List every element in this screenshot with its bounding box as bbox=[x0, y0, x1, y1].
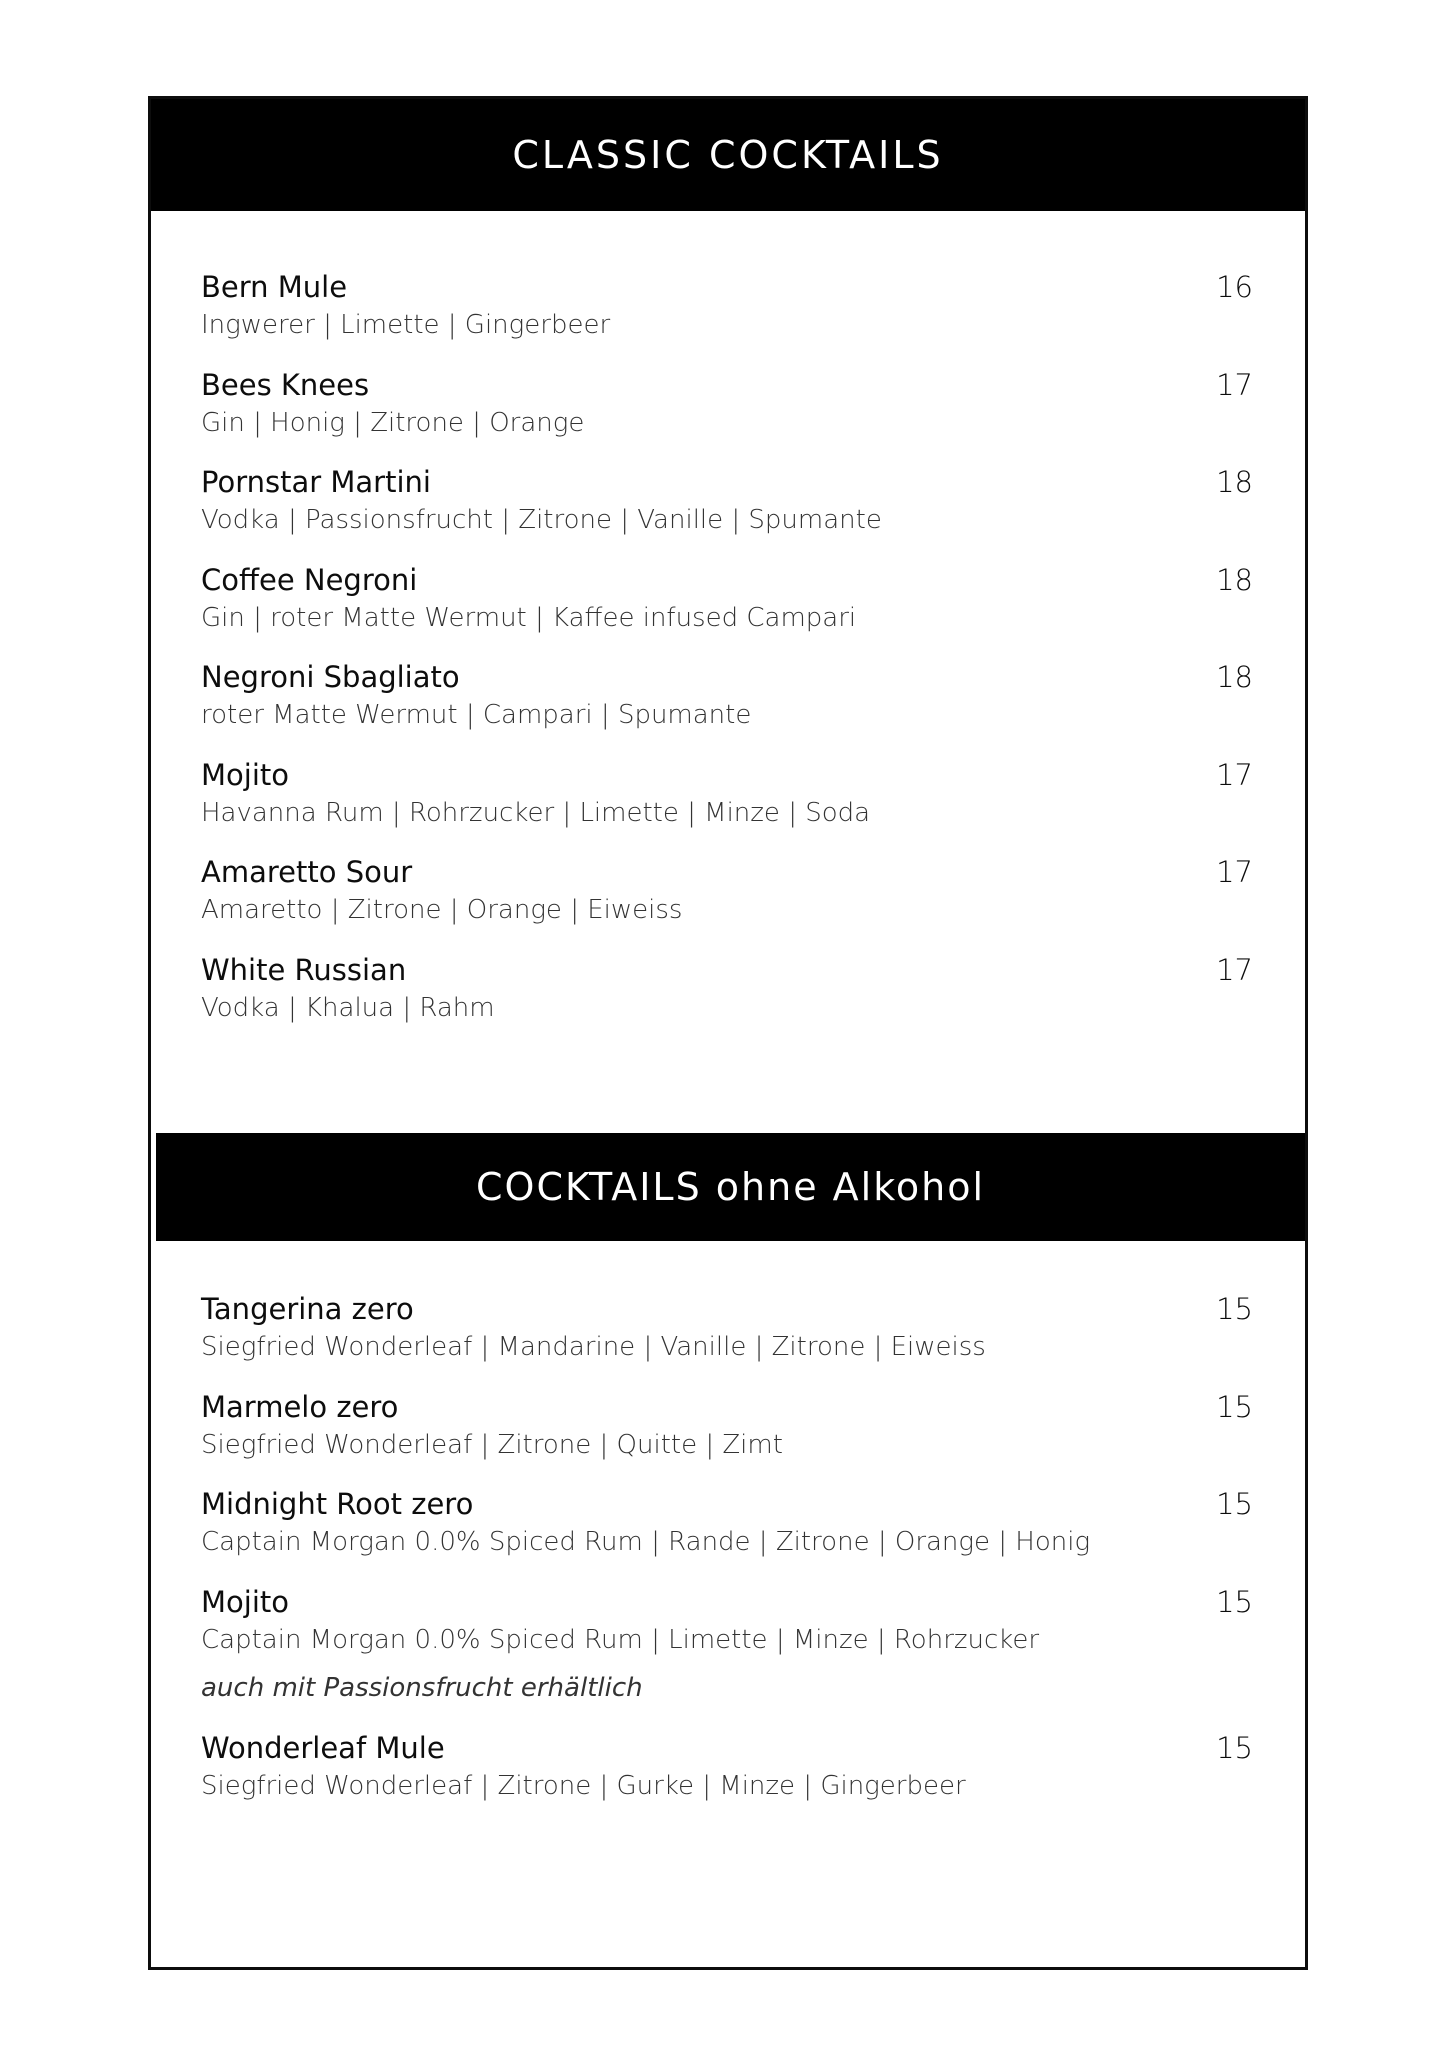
item-ingredients: Havanna Rum | Rohrzucker | Limette | Minze | Soda bbox=[201, 797, 871, 828]
item-name: Mojito bbox=[201, 1584, 289, 1619]
item-name: Bern Mule bbox=[201, 270, 348, 304]
section-title: COCKTAILS ohne Alkohol bbox=[476, 1165, 985, 1209]
menu-item-bern-mule bbox=[201, 267, 1253, 365]
item-name: White Russian bbox=[201, 952, 407, 987]
classic-cocktails-list bbox=[201, 267, 1253, 1047]
menu-item-midnight-root-zero bbox=[201, 1484, 1253, 1582]
item-name: Amaretto Sour bbox=[201, 855, 413, 889]
item-ingredients: Siegfried Wonderleaf | Mandarine | Vanille | Zitrone | Eiweiss bbox=[201, 1332, 986, 1362]
item-ingredients: Ingwerer | Limette | Gingerbeer bbox=[201, 310, 611, 340]
menu-item-white-russian bbox=[201, 950, 1253, 1048]
item-price: 15 bbox=[1216, 1292, 1253, 1326]
item-name: Negroni Sbagliato bbox=[201, 660, 460, 694]
item-price: 18 bbox=[1216, 660, 1253, 694]
item-price: 15 bbox=[1216, 1730, 1253, 1765]
item-price: 18 bbox=[1216, 465, 1253, 499]
item-name: Bees Knees bbox=[201, 367, 370, 402]
item-ingredients: Vodka | Passionsfrucht | Zitrone | Vanille | Spumante bbox=[201, 505, 882, 535]
menu-item-bees-knees bbox=[201, 365, 1253, 463]
item-price: 15 bbox=[1216, 1584, 1253, 1619]
section-title: CLASSIC COCKTAILS bbox=[512, 133, 944, 177]
item-price: 17 bbox=[1216, 367, 1253, 402]
item-name: Coffee Negroni bbox=[201, 562, 418, 597]
item-name: Marmelo zero bbox=[201, 1389, 399, 1424]
item-ingredients: Captain Morgan 0.0% Spiced Rum | Limette | Minze | Rohrzucker bbox=[201, 1624, 1040, 1655]
menu-item-marmelo-zero bbox=[201, 1387, 1253, 1485]
item-name: Pornstar Martini bbox=[201, 465, 431, 499]
item-ingredients: Siegfried Wonderleaf | Zitrone | Gurke | Minze | Gingerbeer bbox=[201, 1770, 966, 1801]
menu-item-negroni-sbagliato bbox=[201, 657, 1253, 755]
item-ingredients: roter Matte Wermut | Campari | Spumante bbox=[201, 700, 752, 730]
item-ingredients: Vodka | Khalua | Rahm bbox=[201, 992, 495, 1023]
item-ingredients: Siegfried Wonderleaf | Zitrone | Quitte | Zimt bbox=[201, 1429, 783, 1460]
menu-item-wonderleaf-mule bbox=[201, 1728, 1253, 1826]
menu-item-pornstar-martini bbox=[201, 462, 1253, 560]
item-ingredients: Amaretto | Zitrone | Orange | Eiweiss bbox=[201, 895, 683, 925]
menu-frame bbox=[148, 96, 1308, 1970]
item-price: 16 bbox=[1216, 270, 1253, 304]
alcohol-free-cocktails-list bbox=[201, 1289, 1253, 1825]
item-price: 18 bbox=[1216, 562, 1253, 597]
menu-item-coffee-negroni bbox=[201, 560, 1253, 658]
section-header-cocktails-ohne-alkohol bbox=[156, 1133, 1305, 1241]
section-header-classic-cocktails bbox=[151, 99, 1305, 211]
item-price: 17 bbox=[1216, 757, 1253, 792]
menu-item-mojito-zero bbox=[201, 1582, 1253, 1728]
item-price: 15 bbox=[1216, 1487, 1253, 1521]
item-ingredients: Gin | Honig | Zitrone | Orange bbox=[201, 407, 585, 438]
item-name: Wonderleaf Mule bbox=[201, 1730, 445, 1765]
menu-item-mojito bbox=[201, 755, 1253, 853]
item-ingredients: Gin | roter Matte Wermut | Kaffee infused Campari bbox=[201, 602, 857, 633]
item-price: 17 bbox=[1216, 855, 1253, 889]
menu-item-amaretto-sour bbox=[201, 852, 1253, 950]
item-ingredients: Captain Morgan 0.0% Spiced Rum | Rande | Zitrone | Orange | Honig bbox=[201, 1527, 1091, 1557]
item-name: Midnight Root zero bbox=[201, 1487, 474, 1521]
item-price: 17 bbox=[1216, 952, 1253, 987]
item-note: auch mit Passionsfrucht erhältlich bbox=[201, 1672, 643, 1703]
item-name: Mojito bbox=[201, 757, 289, 792]
item-price: 15 bbox=[1216, 1389, 1253, 1424]
item-name: Tangerina zero bbox=[201, 1292, 414, 1326]
menu-item-tangerina-zero bbox=[201, 1289, 1253, 1387]
